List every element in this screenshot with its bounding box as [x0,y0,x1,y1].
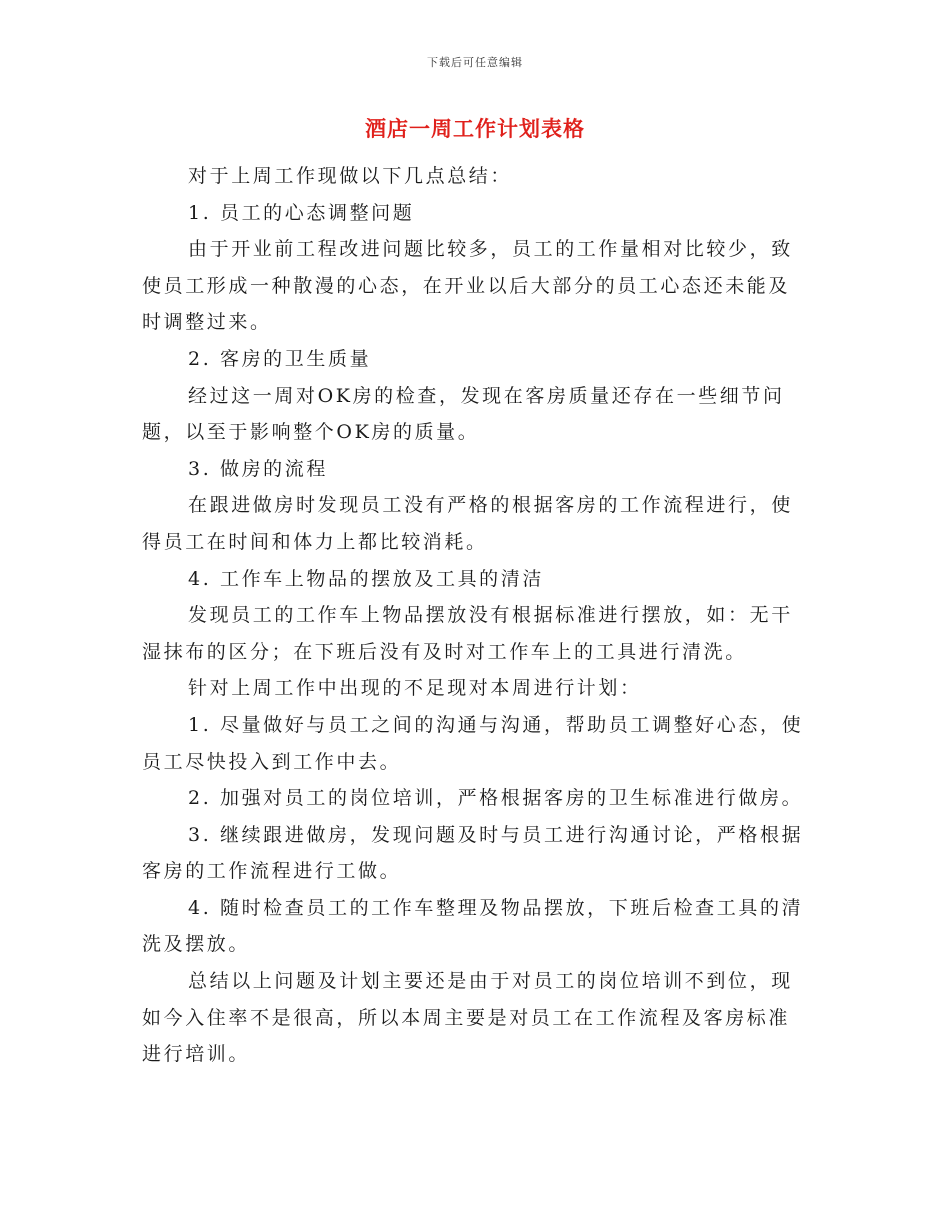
paragraph: 总结以上问题及计划主要还是由于对员工的岗位培训不到位，现如今入住率不是很高，所以本周主要是对员工在工作流程及客房标准进行培训。 [142,970,793,1066]
paragraph: 由于开业前工程改进问题比较多，员工的工作量相对比较少，致使员工形成一种散漫的心态，在开业以后大部分的员工心态还未能及时调整过来。 [142,238,793,334]
section-heading: 2. 客房的卫生质量 [188,347,372,370]
paragraph: 发现员工的工作车上物品摆放没有根据标准进行摆放，如：无干湿抹布的区分；在下班后没有及时对工作车上的工具进行清洗。 [142,604,793,663]
document-title: 酒店一周工作计划表格 [365,116,585,141]
plan-item: 1. 尽量做好与员工之间的沟通与沟通，帮助员工调整好心态，使员工尽快投入到工作中去。 [142,713,804,773]
plan-item: 2. 加强对员工的岗位培训，严格根据客房的卫生标准进行做房。 [188,787,804,810]
section-heading: 3. 做房的流程 [188,457,328,480]
paragraph: 针对上周工作中出现的不足现对本周进行计划： [188,677,642,700]
paragraph: 对于上周工作现做以下几点总结： [188,165,513,187]
section-heading: 1. 员工的心态调整问题 [188,201,415,224]
plan-item: 4. 随时检查员工的工作车整理及物品摆放，下班后检查工具的清洗及摆放。 [142,896,804,956]
plan-item: 3. 继续跟进做房，发现问题及时与员工进行沟通讨论，严格根据客房的工作流程进行工做。 [142,823,804,883]
section-heading: 4. 工作车上物品的摆放及工具的清洁 [188,567,544,590]
paragraph: 在跟进做房时发现员工没有严格的根据客房的工作流程进行，使得员工在时间和体力上都比较消耗。 [142,494,793,553]
document-body [142,158,810,1073]
header-note: 下载后可任意编辑 [427,56,523,69]
paragraph: 经过这一周对OK房的检查，发现在客房质量还存在一些细节问题，以至于影响整个OK房的质量。 [142,384,785,444]
